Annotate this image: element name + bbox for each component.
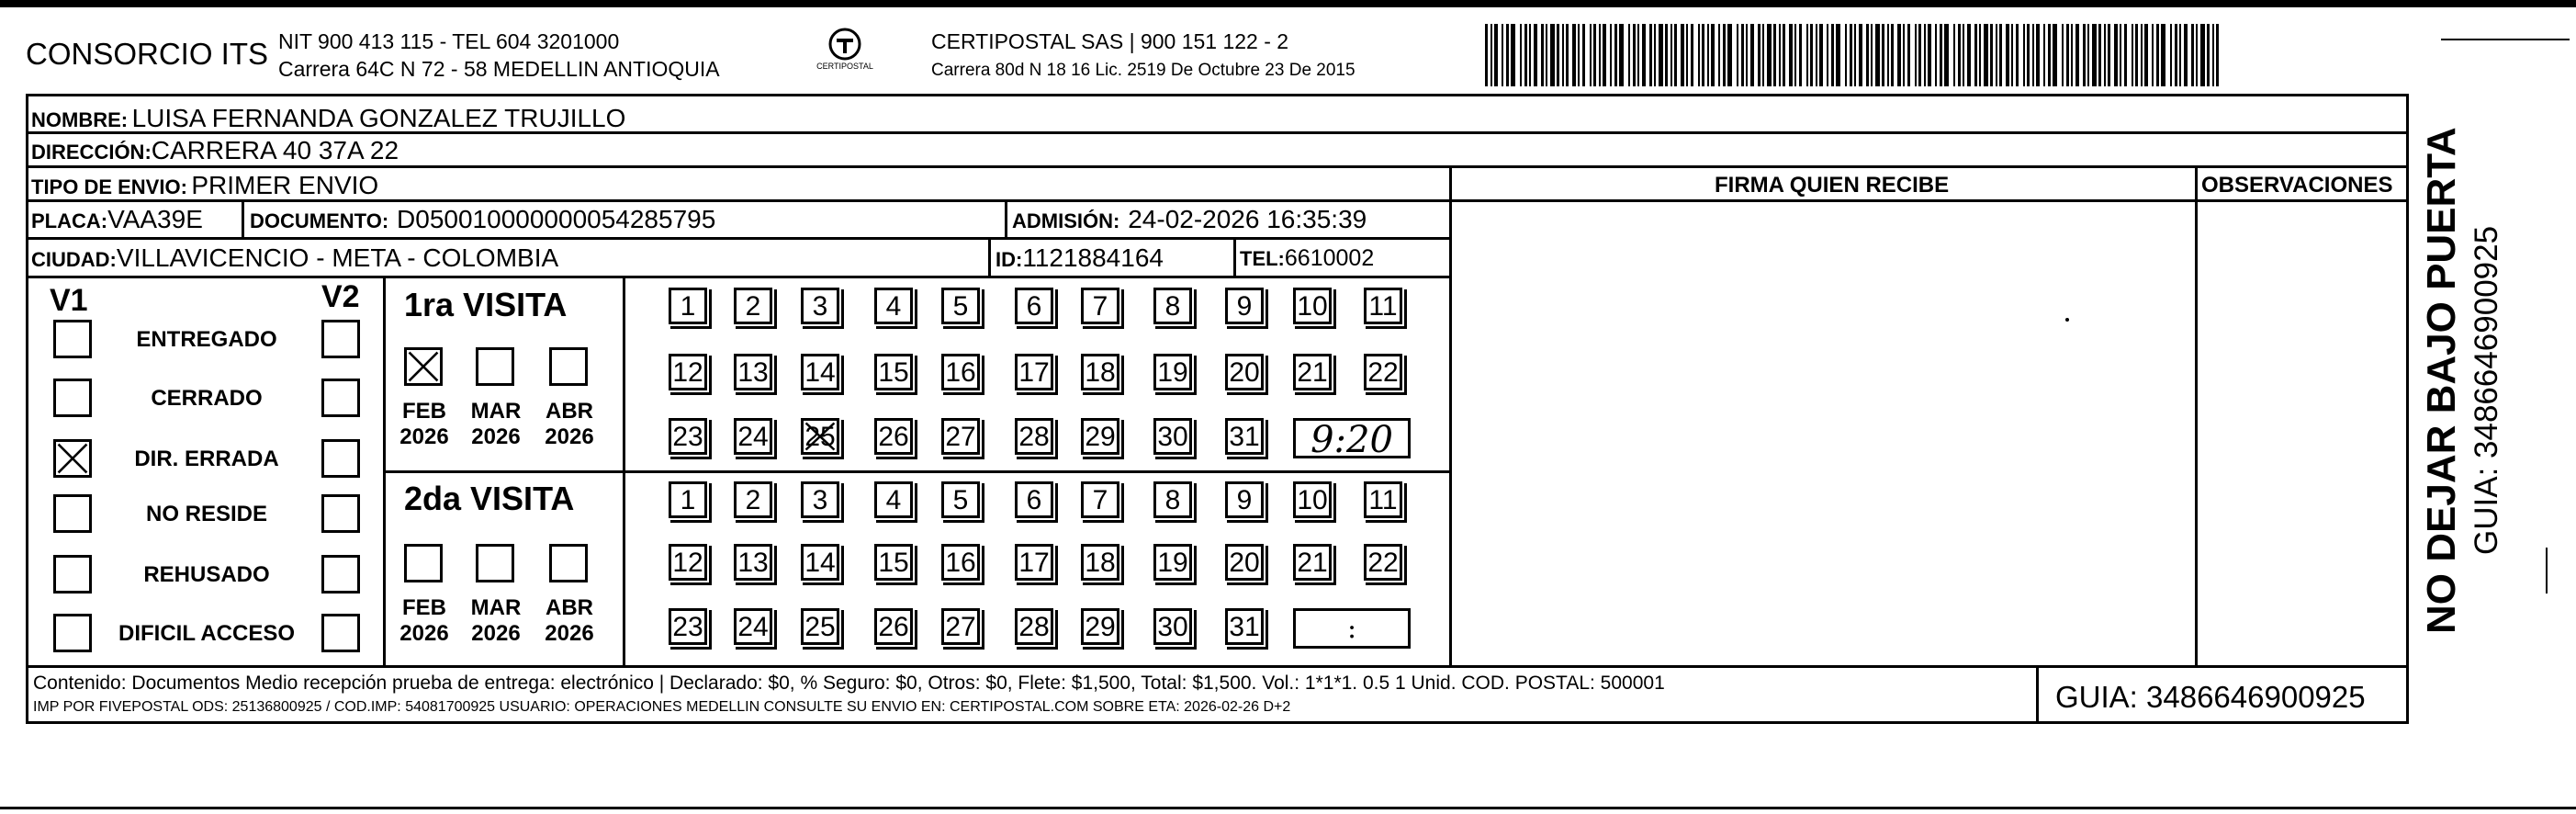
status-label: REHUSADO xyxy=(143,562,270,587)
day-box[interactable]: 18 xyxy=(1081,544,1119,581)
signature-divider xyxy=(1449,165,1452,665)
time-value: 9:20 xyxy=(1310,419,1393,461)
day-box[interactable]: 10 xyxy=(1293,481,1332,518)
day-box[interactable]: 4 xyxy=(874,481,913,518)
day-box[interactable]: 21 xyxy=(1293,544,1332,581)
day-box[interactable]: 31 xyxy=(1225,608,1264,645)
day-box[interactable]: 4 xyxy=(874,288,913,324)
side-tick xyxy=(2546,548,2548,594)
nombre-value: LUISA FERNANDA GONZALEZ TRUJILLO xyxy=(131,104,626,132)
first-visit-title: 1ra VISITA xyxy=(404,286,568,323)
day-box[interactable]: 3 xyxy=(801,481,839,518)
v1-checkbox[interactable] xyxy=(53,439,92,478)
day-box[interactable]: 26 xyxy=(874,418,913,455)
month-year: 2026 xyxy=(471,424,521,449)
day-box[interactable]: 29 xyxy=(1081,418,1119,455)
top-border xyxy=(0,0,2576,7)
status-label: DIFICIL ACCESO xyxy=(118,621,295,646)
status-label: CERRADO xyxy=(151,386,263,411)
day-box[interactable]: 22 xyxy=(1364,544,1402,581)
nombre-label: NOMBRE: xyxy=(31,108,129,131)
side-guia: GUIA: 3486646900925 xyxy=(2469,225,2504,555)
v1-checkbox[interactable] xyxy=(53,614,92,652)
direccion-label: DIRECCIÓN: xyxy=(31,141,152,164)
dot-mark xyxy=(2065,318,2069,322)
status-label: NO RESIDE xyxy=(145,502,268,526)
admision-label: ADMISIÓN: xyxy=(1012,209,1120,232)
day-box[interactable]: 20 xyxy=(1225,544,1264,581)
day-box[interactable]: 9 xyxy=(1225,288,1264,324)
day-box[interactable]: 16 xyxy=(941,354,980,390)
month-checkbox[interactable] xyxy=(549,544,588,582)
visit-separator xyxy=(383,470,1449,473)
ciudad-label: CIUDAD: xyxy=(31,248,117,271)
month-year: 2026 xyxy=(399,621,449,646)
v2-checkbox[interactable] xyxy=(321,379,360,417)
day-box[interactable]: 14 xyxy=(801,354,839,390)
day-box[interactable]: 3 xyxy=(801,288,839,324)
month-checkbox[interactable] xyxy=(404,544,443,582)
day-box[interactable]: 7 xyxy=(1081,288,1119,324)
footer-guia: GUIA: 3486646900925 xyxy=(2055,680,2366,714)
ciudad-value: VILLAVICENCIO - META - COLOMBIA xyxy=(116,243,559,272)
day-box[interactable]: 24 xyxy=(734,418,772,455)
firma-header: FIRMA QUIEN RECIBE xyxy=(1715,173,1950,198)
day-box[interactable]: 13 xyxy=(734,354,772,390)
tel-value: 6610002 xyxy=(1284,245,1375,271)
logo-text: CERTIPOSTAL xyxy=(816,62,873,71)
corner-line xyxy=(2441,39,2570,40)
day-box[interactable]: 18 xyxy=(1081,354,1119,390)
header-address: Carrera 64C N 72 - 58 MEDELLIN ANTIOQUIA xyxy=(278,57,720,81)
day-box[interactable]: 1 xyxy=(669,481,707,518)
direccion-value: CARRERA 40 37A 22 xyxy=(151,136,399,164)
day-box[interactable]: 30 xyxy=(1153,418,1192,455)
row-line xyxy=(1449,199,2409,202)
row-line xyxy=(26,165,2409,168)
day-box[interactable]: 25 xyxy=(801,608,839,645)
time-value: : xyxy=(1346,613,1357,645)
v2-label: V2 xyxy=(321,279,360,314)
day-box[interactable]: 12 xyxy=(669,544,707,581)
cell-divider xyxy=(1005,199,1007,237)
day-box[interactable]: 15 xyxy=(874,354,913,390)
barcode xyxy=(1483,24,2225,86)
day-box[interactable]: 11 xyxy=(1364,288,1402,324)
side-warning: NO DEJAR BAJO PUERTA xyxy=(2419,127,2464,634)
day-box[interactable]: 23 xyxy=(669,608,707,645)
day-box[interactable]: 21 xyxy=(1293,354,1332,390)
v1-checkbox[interactable] xyxy=(53,494,92,533)
day-box[interactable]: 12 xyxy=(669,354,707,390)
day-box[interactable]: 15 xyxy=(874,544,913,581)
month-checkbox[interactable] xyxy=(549,347,588,386)
day-box[interactable]: 31 xyxy=(1225,418,1264,455)
bottom-line xyxy=(0,807,2576,809)
month-checkbox[interactable] xyxy=(476,347,514,386)
day-box[interactable]: 23 xyxy=(669,418,707,455)
day-box[interactable]: 28 xyxy=(1015,418,1053,455)
footer-content: Contenido: Documentos Medio recepción prueba de entrega: electrónico | Declarado: $0, % Seguro: $0, Otros: $0, Flete: $1,500, Total: $1,500. Vol.: 1*1*1. 0.5 1 Unid. COD. POSTAL: 500001 xyxy=(33,673,1665,694)
month-checkbox[interactable] xyxy=(476,544,514,582)
day-box[interactable]: 9 xyxy=(1225,481,1264,518)
day-box[interactable]: 26 xyxy=(874,608,913,645)
day-box[interactable]: 20 xyxy=(1225,354,1264,390)
day-box[interactable]: 1 xyxy=(669,288,707,324)
month-name: MAR xyxy=(470,595,522,620)
cell-divider xyxy=(1233,237,1236,276)
month-name: ABR xyxy=(546,595,593,620)
day-box[interactable]: 30 xyxy=(1153,608,1192,645)
day-number: 25 xyxy=(804,422,836,452)
id-value: 1121884164 xyxy=(1022,243,1164,272)
status-label: ENTREGADO xyxy=(136,327,277,352)
cell-divider xyxy=(988,237,991,276)
day-box[interactable]: 7 xyxy=(1081,481,1119,518)
day-box[interactable]: 8 xyxy=(1153,288,1192,324)
day-box[interactable]: 5 xyxy=(941,481,980,518)
certipostal-address: Carrera 80d N 18 16 Lic. 2519 De Octubre 23 De 2015 xyxy=(931,61,1355,80)
header-nit: NIT 900 413 115 - TEL 604 3201000 xyxy=(278,29,620,53)
status-label: DIR. ERRADA xyxy=(134,447,279,471)
month-name: MAR xyxy=(470,399,522,424)
day-box[interactable]: 5 xyxy=(941,288,980,324)
day-box[interactable]: 24 xyxy=(734,608,772,645)
placa-label: PLACA: xyxy=(31,209,108,232)
v1-checkbox[interactable] xyxy=(53,379,92,417)
month-name: ABR xyxy=(546,399,593,424)
v1-checkbox[interactable] xyxy=(53,320,92,358)
v1-checkbox[interactable] xyxy=(53,555,92,594)
day-box[interactable]: 6 xyxy=(1015,288,1053,324)
v2-checkbox[interactable] xyxy=(321,439,360,478)
v1-label: V1 xyxy=(50,283,88,318)
tel-label: TEL: xyxy=(1240,247,1285,270)
row-line xyxy=(26,199,1449,202)
day-box[interactable]: 19 xyxy=(1153,544,1192,581)
day-box[interactable]: 2 xyxy=(734,481,772,518)
day-box[interactable]: 11 xyxy=(1364,481,1402,518)
day-box[interactable]: 8 xyxy=(1153,481,1192,518)
day-box[interactable]: 2 xyxy=(734,288,772,324)
observaciones-header: OBSERVACIONES xyxy=(2201,173,2393,198)
day-box[interactable]: 10 xyxy=(1293,288,1332,324)
observations-divider xyxy=(2195,165,2198,665)
footer-imp: IMP POR FIVEPOSTAL ODS: 25136800925 / COD.IMP: 54081700925 USUARIO: OPERACIONES MEDELLIN CONSULTE SU ENVIO EN: CERTIPOSTAL.COM SOBRE ETA: 2026-02-26 D+2 xyxy=(33,699,1291,715)
day-box[interactable]: 29 xyxy=(1081,608,1119,645)
month-name: FEB xyxy=(402,595,446,620)
footer-line xyxy=(26,665,2409,668)
day-box[interactable] xyxy=(801,418,839,455)
day-box[interactable]: 27 xyxy=(941,608,980,645)
day-box[interactable]: 17 xyxy=(1015,544,1053,581)
v2-checkbox[interactable] xyxy=(321,614,360,652)
documento-label: DOCUMENTO: xyxy=(250,209,389,232)
brand-name: CONSORCIO ITS xyxy=(26,37,269,71)
placa-value: VAA39E xyxy=(107,205,203,233)
documento-value: D050010000000054285795 xyxy=(397,205,716,233)
cell-divider xyxy=(242,199,244,237)
second-visit-title: 2da VISITA xyxy=(404,480,575,517)
v2-checkbox[interactable] xyxy=(321,494,360,533)
day-box[interactable]: 22 xyxy=(1364,354,1402,390)
id-label: ID: xyxy=(996,248,1023,271)
day-box[interactable]: 16 xyxy=(941,544,980,581)
day-box[interactable]: 19 xyxy=(1153,354,1192,390)
month-year: 2026 xyxy=(545,621,594,646)
certipostal-logo xyxy=(815,24,875,85)
day-box[interactable]: 13 xyxy=(734,544,772,581)
footer-divider xyxy=(2036,665,2039,724)
certipostal-info: CERTIPOSTAL SAS | 900 151 122 - 2 xyxy=(931,29,1289,53)
day-box[interactable]: 28 xyxy=(1015,608,1053,645)
month-name: FEB xyxy=(402,399,446,424)
time-box[interactable] xyxy=(1293,608,1411,649)
day-box[interactable]: 14 xyxy=(801,544,839,581)
month-year: 2026 xyxy=(471,621,521,646)
tipo-label: TIPO DE ENVIO: xyxy=(31,175,187,198)
day-box[interactable]: 17 xyxy=(1015,354,1053,390)
admision-value: 24-02-2026 16:35:39 xyxy=(1128,205,1367,233)
day-box[interactable]: 6 xyxy=(1015,481,1053,518)
time-box[interactable] xyxy=(1293,418,1411,461)
row-line xyxy=(26,276,1449,278)
month-year: 2026 xyxy=(399,424,449,449)
v2-checkbox[interactable] xyxy=(321,555,360,594)
tipo-value: PRIMER ENVIO xyxy=(191,171,379,199)
day-box[interactable]: 27 xyxy=(941,418,980,455)
v2-checkbox[interactable] xyxy=(321,320,360,358)
month-checkbox[interactable] xyxy=(404,347,443,386)
month-year: 2026 xyxy=(545,424,594,449)
